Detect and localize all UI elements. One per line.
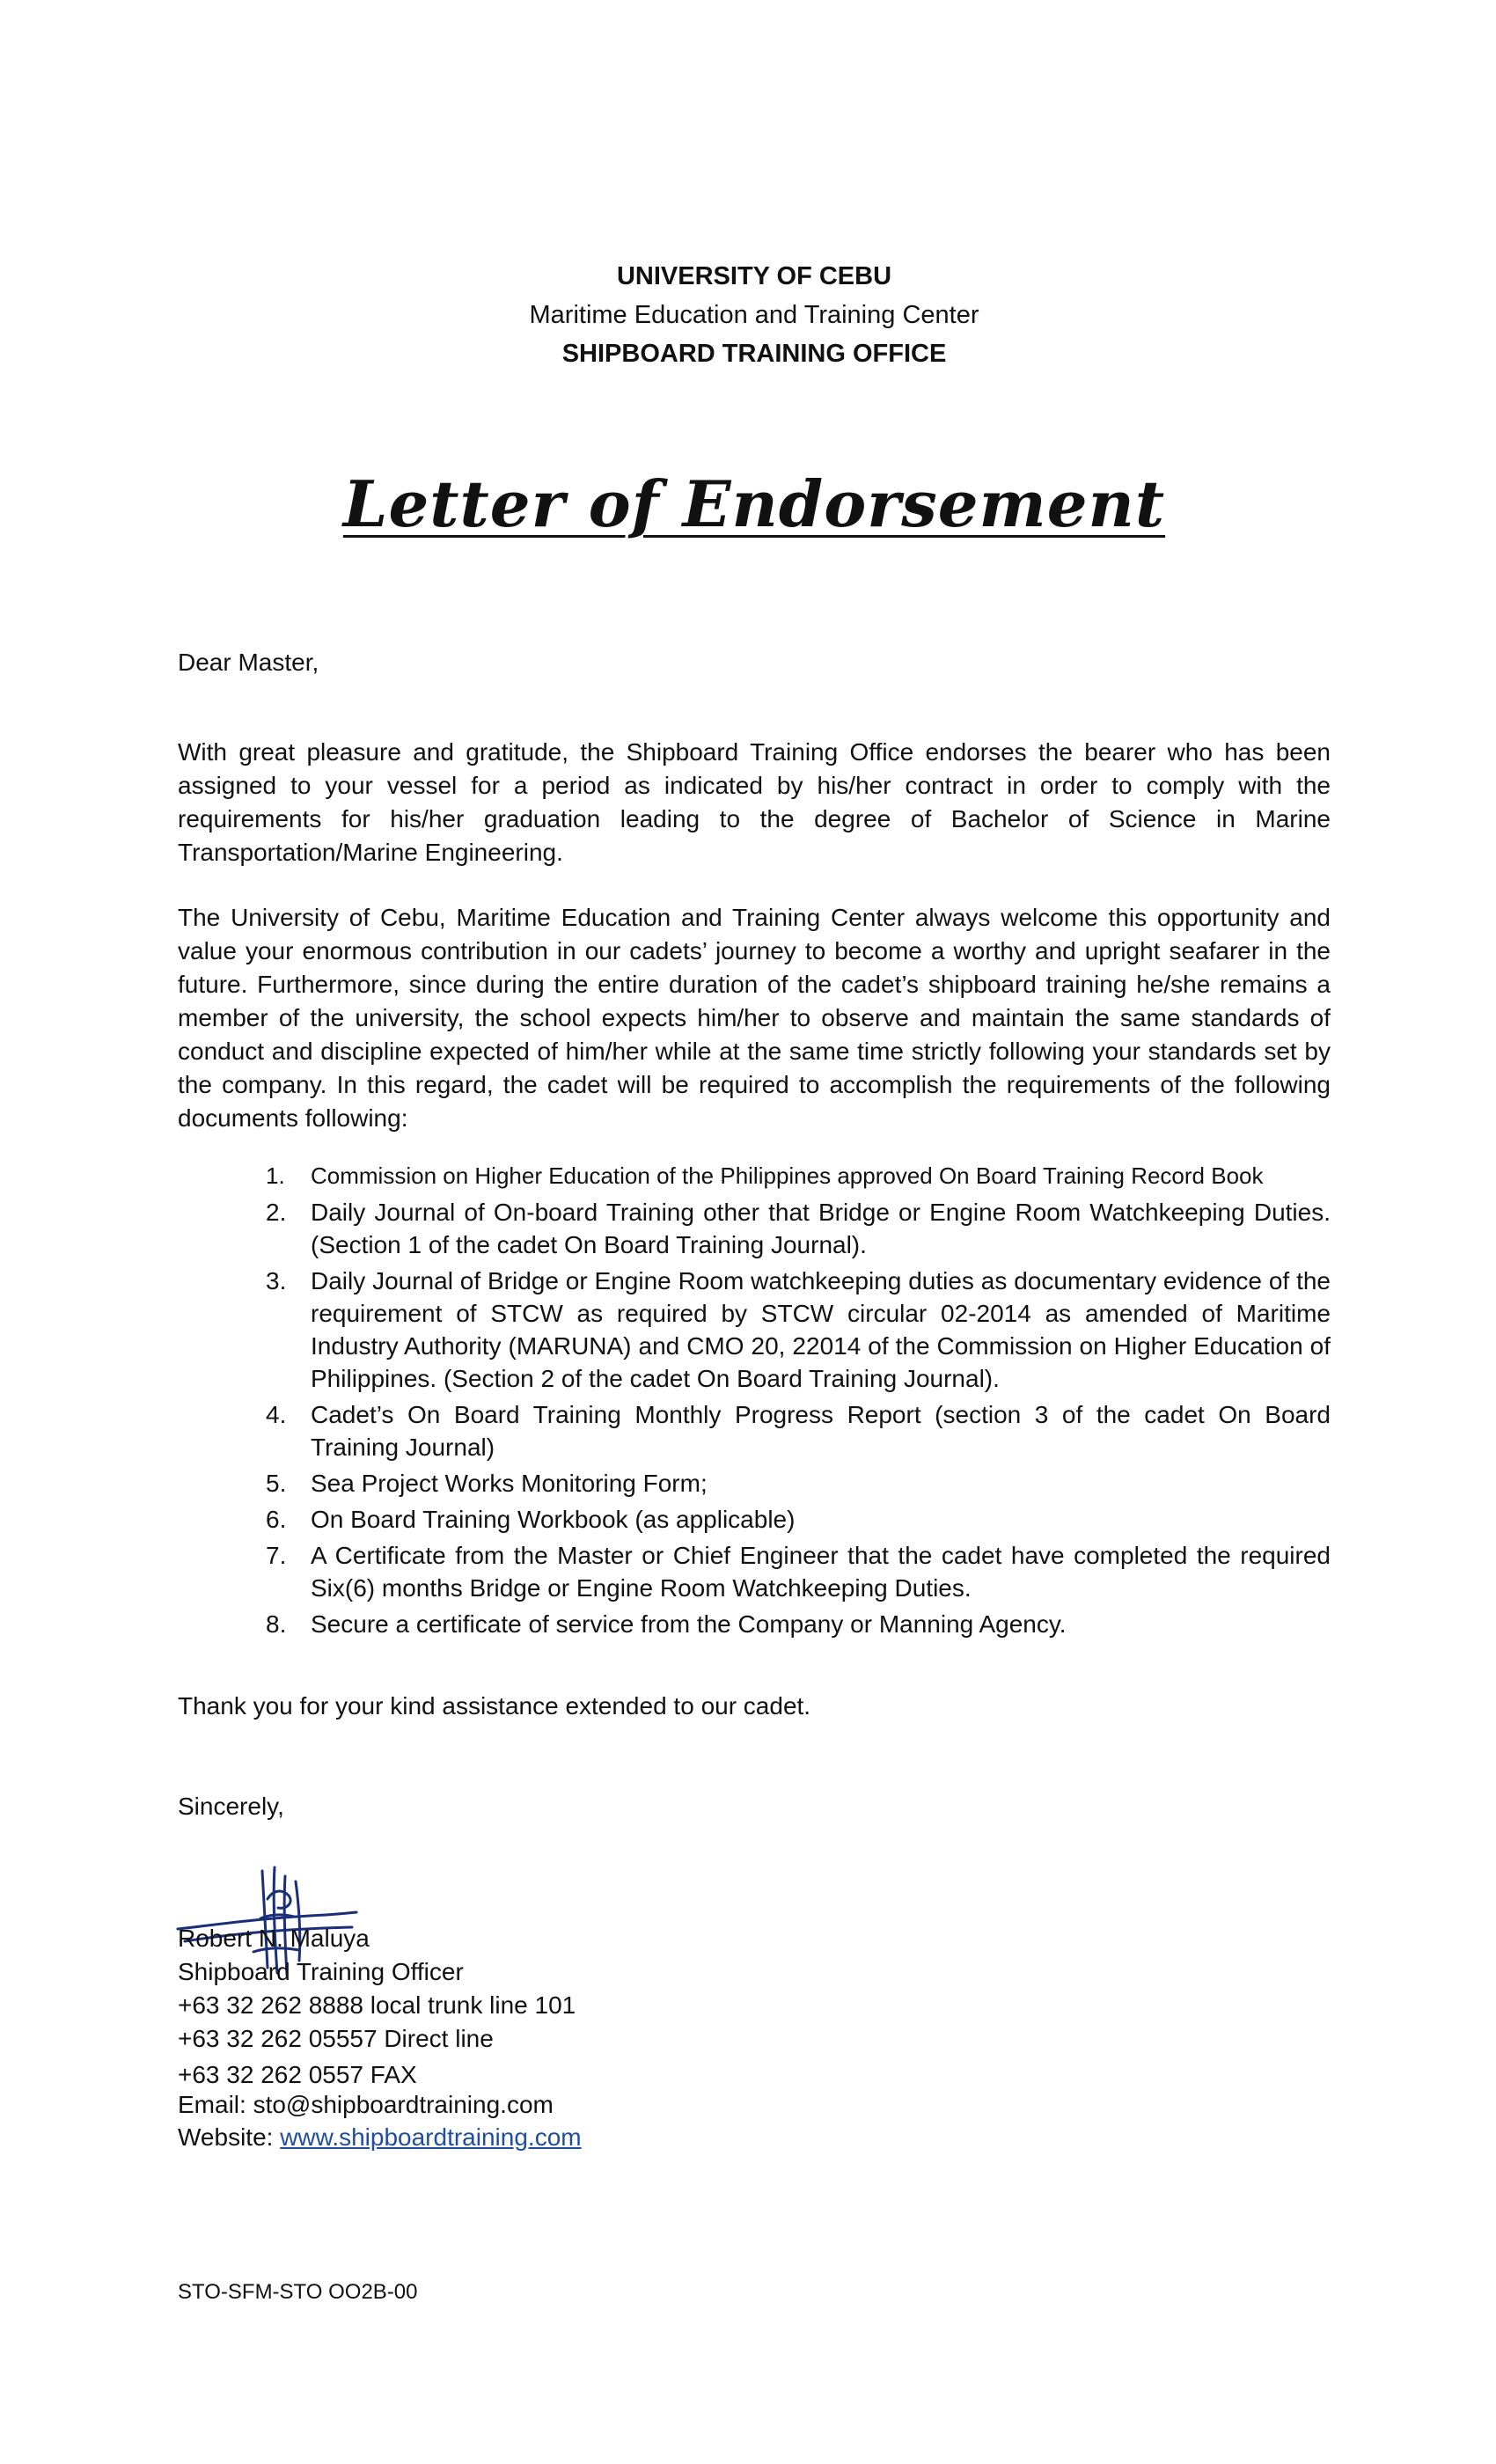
- phone-trunk-line: +63 32 262 8888 local trunk line 101: [178, 1991, 576, 2019]
- list-item-text: Commission on Higher Education of the Philippines approved On Board Training Record Book: [311, 1162, 1264, 1189]
- closing-thanks: Thank you for your kind assistance extended to our cadet.: [178, 1692, 811, 1720]
- list-item-number: 7.: [266, 1542, 287, 1569]
- website-line: [178, 2121, 582, 2154]
- website-link[interactable]: www.shipboardtraining.com: [280, 2123, 582, 2151]
- signer-position: Shipboard Training Officer: [178, 1958, 464, 1985]
- list-item-text: A Certificate from the Master or Chief Engineer that the cadet have completed the required Six(6) months Bridge or Engine Room Watchkeeping Duties.: [311, 1542, 1331, 1602]
- signature-block: [178, 1922, 582, 2154]
- list-item: [178, 1608, 1331, 1640]
- center-name: Maritime Education and Training Center: [529, 301, 979, 329]
- signer-name: Robert N. Maluya: [178, 1925, 370, 1952]
- list-item: [178, 1160, 1331, 1192]
- closing-sincerely: Sincerely,: [178, 1793, 284, 1820]
- list-item-text: Daily Journal of Bridge or Engine Room watchkeeping duties as documentary evidence of the requirement of STCW as required by STCW circular 02-2014 as amended of Maritime Industry Authority (MARUNA) and CMO 20, 22014 of the Commission on Higher Education of Philippines. (Section 2 of the cadet On Board Training Journal).: [311, 1267, 1331, 1392]
- list-item: [178, 1503, 1331, 1536]
- list-item: [178, 1265, 1331, 1395]
- paragraph-intro: With great pleasure and gratitude, the Shipboard Training Office endorses the bearer who has been assigned to your vessel for a period as indicated by his/her contract in order to comply with the requirements for his/her graduation leading to the degree of Bachelor of Science in Marine Transportation/Marine Engineering.: [178, 738, 1331, 866]
- list-item-number: 5.: [266, 1470, 287, 1497]
- fax-number: +63 32 262 0557 FAX: [178, 2061, 417, 2088]
- letterhead: [0, 257, 1496, 373]
- list-item-text: Cadet’s On Board Training Monthly Progress Report (section 3 of the cadet On Board Training Journal): [311, 1401, 1331, 1461]
- list-item-text: Sea Project Works Monitoring Form;: [311, 1470, 708, 1497]
- list-item-number: 3.: [266, 1267, 287, 1294]
- phone-direct-line: +63 32 262 05557 Direct line: [178, 2025, 494, 2052]
- list-item-text: Secure a certificate of service from the Company or Manning Agency.: [311, 1610, 1067, 1638]
- list-item: [178, 1398, 1331, 1463]
- requirements-list: [178, 1160, 1331, 1644]
- document-code: STO-SFM-STO OO2B-00: [178, 2280, 418, 2304]
- document-title-text: Letter of Endorsement: [342, 466, 1166, 541]
- paragraph-requirements-intro: The University of Cebu, Maritime Education and Training Center always welcome this opportunity and value your enormous contribution in our cadets’ journey to become a worthy and upright seafarer in the future. Furthermore, since during the entire duration of the cadet’s shipboard training he/she remains a member of the university, the school expects him/her to observe and maintain the same standards of conduct and discipline expected of him/her while at the same time strictly following your standards set by the company. In this regard, the cadet will be required to accomplish the requirements of the following documents following:: [178, 904, 1331, 1132]
- list-item-text: Daily Journal of On-board Training other that Bridge or Engine Room Watchkeeping Duties. (Section 1 of the cadet On Board Training Journal).: [311, 1199, 1331, 1258]
- university-name: UNIVERSITY OF CEBU: [616, 262, 892, 290]
- email-address: Email: sto@shipboardtraining.com: [178, 2091, 554, 2118]
- salutation: Dear Master,: [178, 649, 319, 676]
- document-title: [0, 465, 1496, 544]
- list-item: [178, 1196, 1331, 1261]
- website-label: Website:: [178, 2123, 281, 2151]
- list-item-number: 2.: [266, 1199, 287, 1226]
- list-item: [178, 1467, 1331, 1500]
- list-item-text: On Board Training Workbook (as applicable): [311, 1506, 796, 1533]
- list-item-number: 4.: [266, 1401, 287, 1428]
- list-item-number: 6.: [266, 1506, 287, 1533]
- list-item: [178, 1539, 1331, 1604]
- list-item-number: 1.: [266, 1162, 285, 1189]
- list-item-number: 8.: [266, 1610, 287, 1638]
- office-name: SHIPBOARD TRAINING OFFICE: [561, 340, 947, 368]
